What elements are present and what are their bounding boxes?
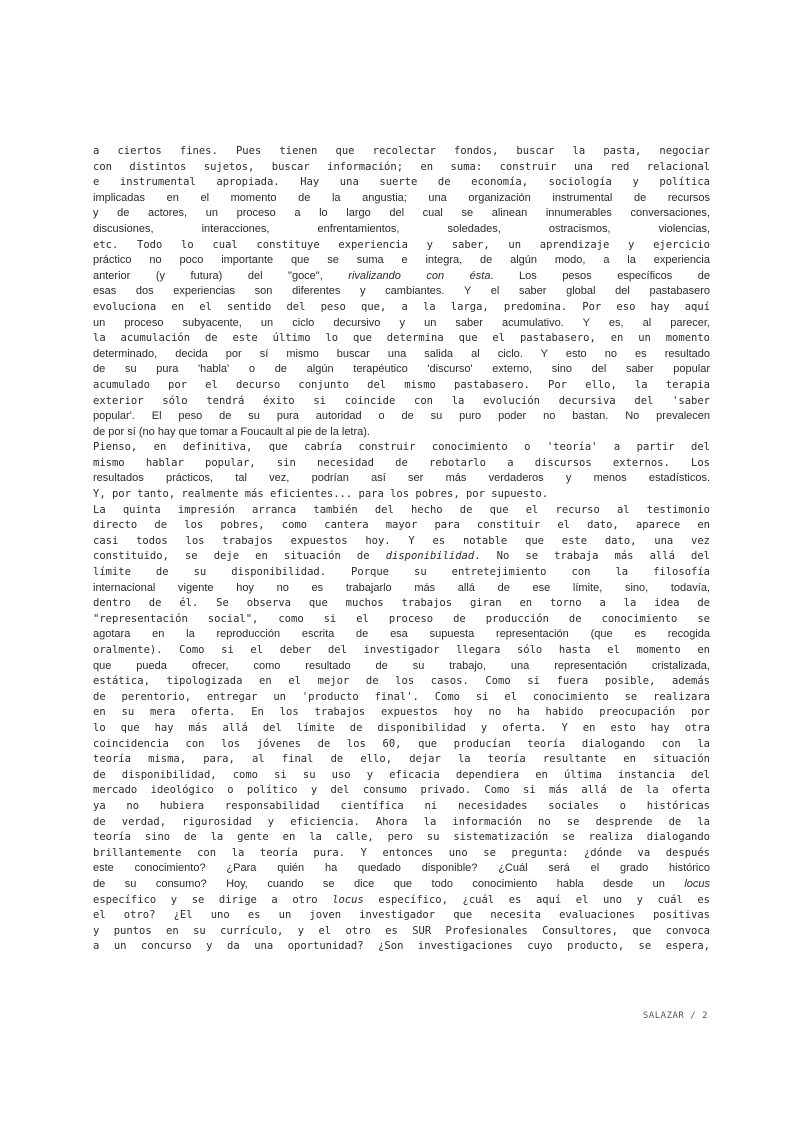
- text-line: el otro? ¿El uno es un joven investigador que necesita evaluaciones positivas: [93, 909, 710, 922]
- text-line: [93, 893, 710, 909]
- text-line: esas dos experiencias son diferentes y cambiantes. Y el saber global del pastabasero: [93, 285, 710, 298]
- text-line: mismo hablar popular, sin necesidad de rebotarlo a discursos externos. Los: [93, 456, 710, 469]
- text-line: límite de su disponibilidad. Porque su entretejimiento con la filosofía: [93, 566, 710, 579]
- text-line: evoluciona en el sentido del peso que, a la larga, predomina. Por eso hay aquí: [93, 300, 710, 313]
- text-line: internacional vigente hoy no es trabajarlo más allá de ese límite, sino, todavía,: [93, 581, 710, 594]
- text-line: de perentorio, entregar un 'producto final'. Como si el conocimiento se realizara: [93, 690, 710, 703]
- text-line: un proceso subyacente, un ciclo decursivo y un saber acumulativo. Y es, al parecer,: [93, 316, 710, 329]
- text-line: determinado, decida por sí mismo buscar una salida al ciclo. Y esto no es resultado: [93, 347, 710, 360]
- body-text: [93, 144, 710, 955]
- text-line: de por sí (no hay que tomar a Foucault al pie de la letra).: [93, 425, 370, 438]
- text-line: estática, tipologizada en el mejor de los casos. Como si fuera posible, además: [93, 675, 710, 688]
- text-line: ya no hubiera responsabilidad científica ni necesidades sociales o históricas: [93, 799, 710, 812]
- text-line: oralmente). Como si el deber del investigador llegara sólo hasta el momento en: [93, 644, 710, 656]
- text-line: dentro de él. Se observa que muchos trabajos giran en torno a la idea de: [93, 597, 710, 610]
- text-line: exterior sólo tendrá éxito si coincide con la evolución decursiva del 'saber: [93, 394, 710, 407]
- text-line: etc. Todo lo cual constituye experiencia y saber, un aprendizaje y ejercicio: [93, 238, 710, 251]
- text-line: de su pura 'habla' o de algún terapéutico 'discurso' externo, sino del saber popular: [93, 363, 710, 376]
- text-segment: . No se trabaja más allá del: [474, 550, 710, 563]
- page-footer: SALAZAR / 2: [642, 1011, 708, 1021]
- text-line: popular'. El peso de su pura autoridad o de su puro poder no bastan. No prevalecen: [93, 410, 710, 423]
- text-line: la acumulación de este último lo que determina que el pastabasero, en un momento: [93, 332, 710, 345]
- text-segment: anterior (y futura) del "goce",: [93, 269, 349, 282]
- text-line: que pueda ofrecer, como resultado de su trabajo, una representación cristalizada,: [93, 659, 710, 672]
- text-line: de verdad, rigurosidad y eficiencia. Ahora la información no se desprende de la: [93, 815, 710, 828]
- text-line: discusiones, interacciones, enfrentamientos, soledades, ostracismos, violencias,: [93, 222, 710, 235]
- text-line: La quinta impresión arranca también del hecho de que el recurso al testimonio: [93, 503, 710, 516]
- text-line: mercado ideológico o político y del consumo privado. Como si más allá de la oferta: [93, 784, 710, 797]
- text-line: teoría sino de la gente en la calle, pero su sistematización se realiza dialogando: [93, 831, 710, 844]
- text-line: este conocimiento? ¿Para quién ha quedado disponible? ¿Cuál será el grado histórico: [93, 862, 710, 875]
- text-line: directo de los pobres, como cantera mayor para constituir el dato, aparece en: [93, 519, 710, 532]
- text-line: acumulado por el decurso conjunto del mismo pastabasero. Por ello, la terapia: [93, 378, 710, 391]
- text-line: [93, 877, 710, 893]
- text-line: implicadas en el momento de la angustia; una organización instrumental de recursos: [93, 191, 710, 204]
- text-line: Pienso, en definitiva, que cabría construir conocimiento o 'teoría' a partir del: [93, 441, 710, 454]
- text-segment: constituido, se deje en situación de: [93, 550, 386, 563]
- text-line: resultados prácticos, tal vez, podrían así ser más verdaderos y menos estadísticos.: [93, 472, 710, 485]
- text-segment: de su consumo? Hoy, cuando se dice que todo conocimiento habla desde un: [93, 877, 685, 890]
- text-line: práctico no poco importante que se suma e integra, de algún modo, a la experiencia: [93, 254, 710, 267]
- italic-term: rivalizando con ésta: [348, 269, 491, 282]
- text-line: y de actores, un proceso a lo largo del cual se alinean innumerables conversaciones,: [93, 207, 710, 220]
- text-line: brillantemente con la teoría pura. Y entonces uno se pregunta: ¿dónde va después: [93, 846, 710, 859]
- text-line: teoría misma, para, al final de ello, dejar la teoría resultante en situación: [93, 753, 710, 766]
- text-line: lo que hay más allá del límite de disponibilidad y oferta. Y en esto hay otra: [93, 721, 710, 734]
- italic-term: disponibilidad: [385, 550, 475, 563]
- text-line: [93, 549, 710, 565]
- text-line: a ciertos fines. Pues tienen que recolectar fondos, buscar la pasta, negociar: [93, 145, 710, 157]
- text-line: casi todos los trabajos expuestos hoy. Y es notable que este dato, una vez: [93, 534, 710, 547]
- text-line: coincidencia con los jóvenes de los 60, que producían teoría dialogando con la: [93, 737, 710, 750]
- text-line: [93, 269, 710, 285]
- text-line: Y, por tanto, realmente más eficientes... para los pobres, por supuesto.: [93, 488, 549, 501]
- text-segment: . Los pesos específicos de: [490, 269, 710, 282]
- text-line: e instrumental apropiada. Hay una suerte de economía, sociología y política: [93, 176, 710, 189]
- text-line: con distintos sujetos, buscar información; en suma: construir una red relacional: [93, 160, 710, 173]
- text-line: a un concurso y da una oportunidad? ¿Son investigaciones cuyo producto, se espera,: [93, 940, 710, 953]
- text-line: de disponibilidad, como si su uso y eficacia dependiera en última instancia del: [93, 768, 710, 781]
- text-segment: específico y se dirige a otro: [93, 893, 333, 906]
- text-line: en su mera oferta. En los trabajos expuestos hoy no ha habido preocupación por: [93, 706, 710, 719]
- text-line: "representación social", como si el proceso de producción de conocimiento se: [93, 612, 710, 625]
- text-segment: específico, ¿cuál es aquí el uno y cuál es: [363, 893, 710, 906]
- text-line: agotara en la reproducción escrita de esa supuesta representación (que es recogida: [93, 628, 710, 641]
- text-line: y puntos en su currículo, y el otro es SUR Profesionales Consultores, que convoca: [93, 924, 710, 937]
- italic-term: locus: [332, 893, 364, 906]
- italic-term: locus: [684, 877, 710, 890]
